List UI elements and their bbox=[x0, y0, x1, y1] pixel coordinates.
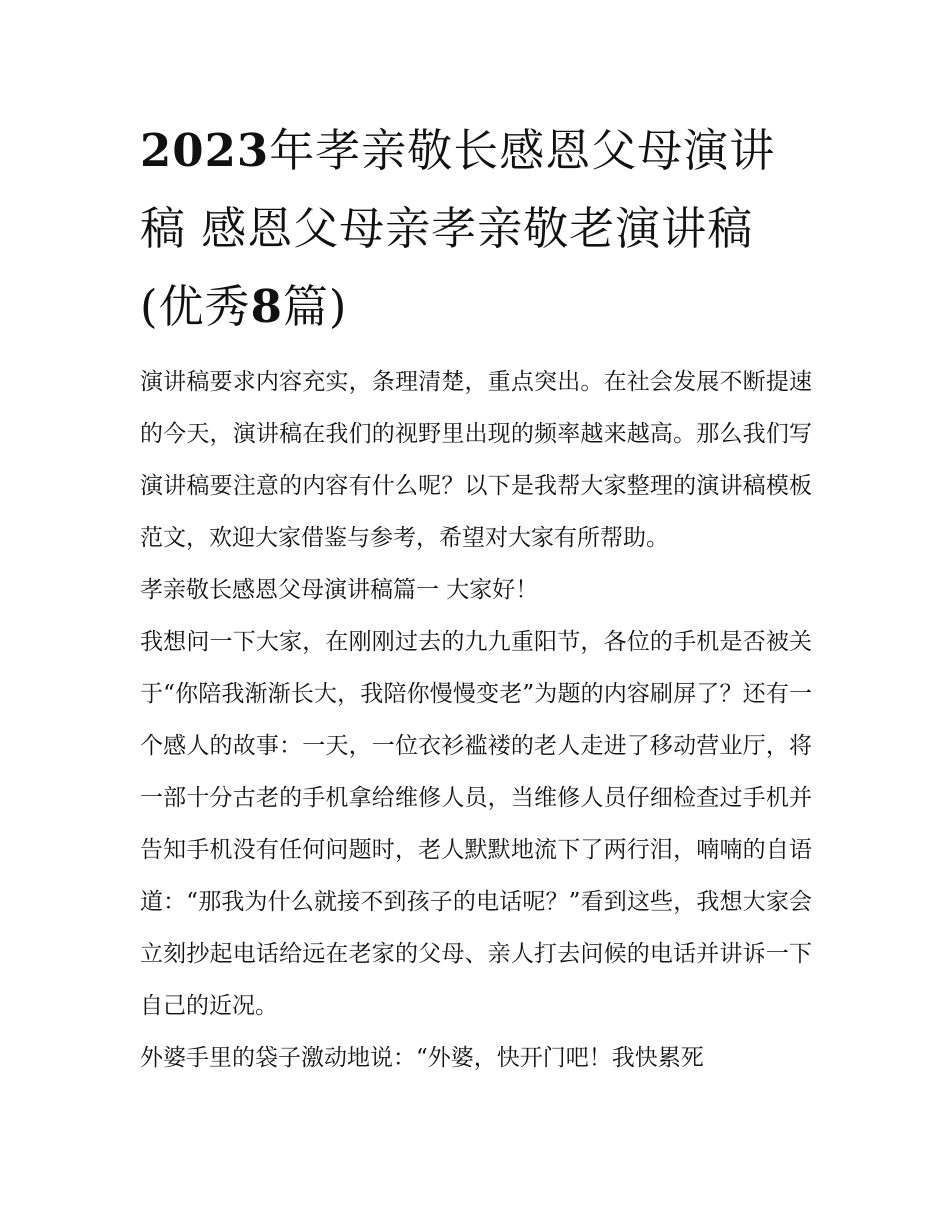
section-heading-paragraph: 孝亲敬长感恩父母演讲稿篇一 大家好！ bbox=[140, 577, 539, 603]
title-number: 8 bbox=[250, 280, 283, 333]
title-line-1: 2023年孝亲敬长感恩父母演讲 bbox=[140, 124, 776, 177]
continuation-paragraph: 外婆手里的袋子激动地说：“外婆，快开门吧！我快累死 bbox=[140, 1045, 704, 1071]
title-line-3: (优秀8篇) bbox=[140, 280, 348, 333]
story-paragraph: 我想问一下大家，在刚刚过去的九九重阳节，各位的手机是否被关于“你陪我渐渐长大，我陪你慢慢变老”为题的内容刷屏了？还有一个感人的故事：一天，一位衣衫褴褛的老人走进了移动营业厅，将一部十分古老的手机拿给维修人员，当维修人员仔细检查过手机并告知手机没有任何问题时，老人默默地流下了两行泪，喃喃的自语道：“那我为什么就接不到孩子的电话呢？”看到这些，我想大家会立刻抄起电话给远在老家的父母、亲人打去问候的电话并讲诉一下自己的近况。 bbox=[140, 629, 812, 1019]
title-line-2: 稿 感恩父母亲孝亲敬老演讲稿 bbox=[140, 202, 754, 255]
document-page bbox=[140, 112, 812, 1084]
document-title bbox=[140, 112, 812, 346]
document-body bbox=[140, 356, 812, 1084]
intro-paragraph: 演讲稿要求内容充实，条理清楚，重点突出。在社会发展不断提速的今天，演讲稿在我们的视野里出现的频率越来越高。那么我们写演讲稿要注意的内容有什么呢？以下是我帮大家整理的演讲稿模板范文，欢迎大家借鉴与参考，希望对大家有所帮助。 bbox=[140, 369, 812, 551]
title-number: 2023 bbox=[140, 124, 270, 177]
